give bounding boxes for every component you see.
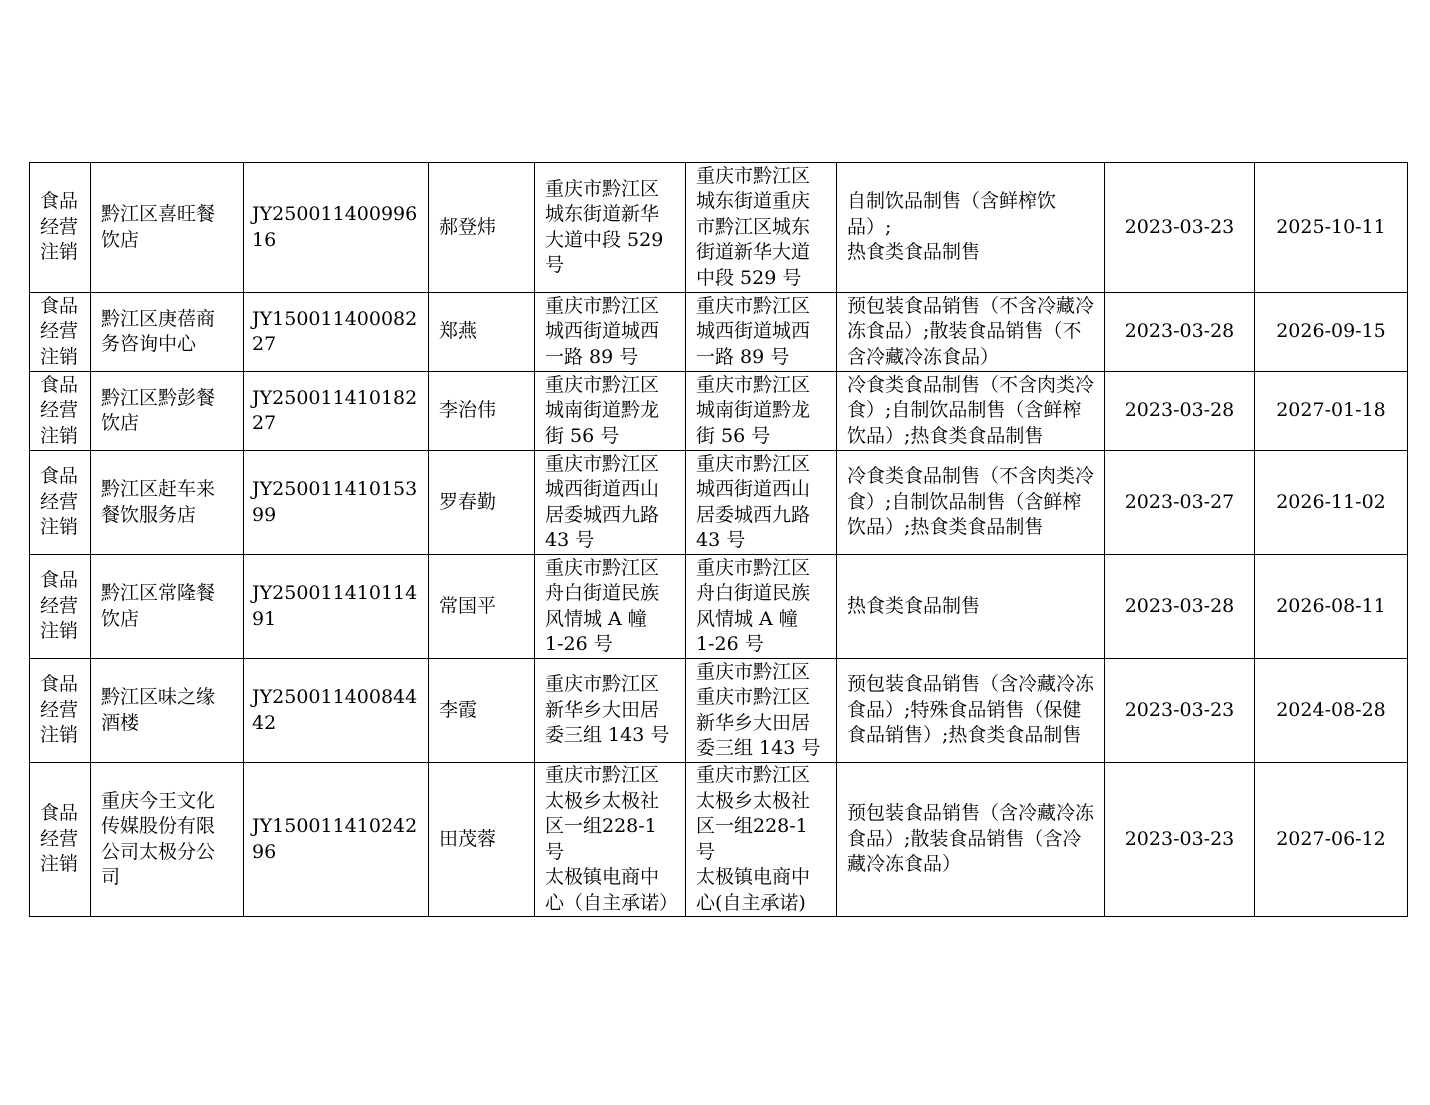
table-row bbox=[30, 451, 1408, 555]
license-number-text: JY25001141011491 bbox=[252, 582, 418, 630]
business-address-text: 重庆市黔江区 太极乡太极社 区一组228-1号 太极镇电商中 心（自主承诺） bbox=[545, 764, 679, 914]
license-number-text: JY25001141018227 bbox=[252, 386, 418, 434]
legal-representative-text: 李治伟 bbox=[439, 399, 497, 422]
expiry-date-cell bbox=[1255, 555, 1408, 659]
business-address-cell bbox=[535, 293, 686, 372]
business-address-text: 重庆市黔江区 舟白街道民族 风情城 A 幢 1-26 号 bbox=[545, 556, 660, 655]
registered-address-cell bbox=[686, 451, 837, 555]
business-scope-cell bbox=[837, 451, 1105, 555]
business-name-cell bbox=[91, 372, 244, 451]
license-number-text: JY15001141024296 bbox=[252, 815, 418, 863]
record-type-cell bbox=[30, 555, 91, 659]
cancellation-date-text: 2023-03-23 bbox=[1124, 215, 1235, 238]
expiry-date-cell bbox=[1255, 763, 1408, 917]
license-number-cell bbox=[244, 763, 429, 917]
record-type-cell bbox=[30, 451, 91, 555]
registered-address-cell bbox=[686, 372, 837, 451]
license-number-cell bbox=[244, 163, 429, 293]
registered-address-cell bbox=[686, 163, 837, 293]
business-address-cell bbox=[535, 555, 686, 659]
license-number-cell bbox=[244, 451, 429, 555]
table-row bbox=[30, 659, 1408, 763]
table-body bbox=[30, 163, 1408, 917]
record-type-cell bbox=[30, 163, 91, 293]
business-address-cell bbox=[535, 659, 686, 763]
business-scope-text: 热食类食品制售 bbox=[847, 594, 981, 617]
expiry-date-text: 2026-11-02 bbox=[1276, 490, 1386, 513]
record-type-cell bbox=[30, 659, 91, 763]
legal-representative-cell bbox=[429, 555, 535, 659]
registered-address-text: 重庆市黔江区 舟白街道民族 风情城 A 幢 1-26 号 bbox=[696, 556, 811, 655]
business-scope-cell bbox=[837, 763, 1105, 917]
business-name-cell bbox=[91, 451, 244, 555]
registered-address-cell bbox=[686, 293, 837, 372]
table-row bbox=[30, 293, 1408, 372]
cancellation-date-text: 2023-03-28 bbox=[1124, 399, 1235, 422]
business-address-text: 重庆市黔江区 城西街道西山 居委城西九路 43 号 bbox=[545, 452, 660, 551]
table-row bbox=[30, 163, 1408, 293]
license-number-cell bbox=[244, 659, 429, 763]
business-address-cell bbox=[535, 763, 686, 917]
license-number-text: JY25001140099616 bbox=[252, 203, 418, 251]
registered-address-cell bbox=[686, 659, 837, 763]
legal-representative-text: 罗春勤 bbox=[439, 490, 497, 513]
business-name-text: 黔江区味之缘 酒楼 bbox=[101, 686, 216, 734]
business-address-cell bbox=[535, 451, 686, 555]
expiry-date-cell bbox=[1255, 659, 1408, 763]
license-number-text: JY25001141015399 bbox=[252, 478, 418, 526]
cancellation-date-text: 2023-03-27 bbox=[1124, 490, 1235, 513]
legal-representative-cell bbox=[429, 372, 535, 451]
table-row bbox=[30, 372, 1408, 451]
record-type-cell bbox=[30, 293, 91, 372]
license-number-cell bbox=[244, 372, 429, 451]
registered-address-text: 重庆市黔江区 城西街道城西 一路 89 号 bbox=[696, 294, 811, 368]
business-address-cell bbox=[535, 163, 686, 293]
business-address-text: 重庆市黔江区 城西街道城西 一路 89 号 bbox=[545, 294, 660, 368]
record-type-cell bbox=[30, 763, 91, 917]
record-type-text: 食品 经营 注销 bbox=[40, 802, 79, 876]
business-scope-cell bbox=[837, 372, 1105, 451]
business-scope-text: 自制饮品制售（含鲜榨饮品）; 热食类食品制售 bbox=[847, 190, 1057, 264]
business-name-text: 黔江区喜旺餐 饮店 bbox=[101, 203, 216, 251]
business-address-cell bbox=[535, 372, 686, 451]
expiry-date-cell bbox=[1255, 293, 1408, 372]
registered-address-text: 重庆市黔江区 重庆市黔江区 新华乡大田居 委三组 143 号 bbox=[696, 660, 821, 759]
legal-representative-cell bbox=[429, 763, 535, 917]
business-scope-text: 预包装食品销售（不含冷藏冷 冻食品）;散装食品销售（不 含冷藏冷冻食品） bbox=[847, 294, 1095, 368]
business-name-text: 黔江区庚蓓商 务咨询中心 bbox=[101, 307, 216, 355]
expiry-date-cell bbox=[1255, 163, 1408, 293]
business-scope-text: 预包装食品销售（含冷藏冷冻 食品）;特殊食品销售（保健 食品销售）;热食类食品制售 bbox=[847, 673, 1095, 747]
cancellation-date-cell bbox=[1105, 451, 1255, 555]
record-type-text: 食品 经营 注销 bbox=[40, 294, 79, 368]
record-type-text: 食品 经营 注销 bbox=[40, 465, 79, 539]
legal-representative-text: 田茂蓉 bbox=[439, 827, 497, 850]
cancellation-date-cell bbox=[1105, 163, 1255, 293]
license-number-text: JY25001140084442 bbox=[252, 686, 418, 734]
license-number-cell bbox=[244, 293, 429, 372]
registered-address-text: 重庆市黔江区 太极乡太极社 区一组228-1号 太极镇电商中 心(自主承诺) bbox=[696, 764, 811, 914]
expiry-date-text: 2027-01-18 bbox=[1276, 399, 1386, 422]
cancellation-date-text: 2023-03-28 bbox=[1124, 594, 1235, 617]
business-name-cell bbox=[91, 163, 244, 293]
table-row bbox=[30, 763, 1408, 917]
legal-representative-cell bbox=[429, 293, 535, 372]
expiry-date-cell bbox=[1255, 451, 1408, 555]
business-name-text: 黔江区黔彭餐 饮店 bbox=[101, 386, 216, 434]
expiry-date-text: 2026-09-15 bbox=[1276, 320, 1386, 343]
business-scope-text: 冷食类食品制售（不含肉类冷 食）;自制饮品制售（含鲜榨 饮品）;热食类食品制售 bbox=[847, 373, 1095, 447]
legal-representative-cell bbox=[429, 163, 535, 293]
cancellation-date-cell bbox=[1105, 555, 1255, 659]
legal-representative-text: 常国平 bbox=[439, 594, 497, 617]
business-name-cell bbox=[91, 763, 244, 917]
business-scope-text: 预包装食品销售（含冷藏冷冻 食品）;散装食品销售（含冷 藏冷冻食品） bbox=[847, 802, 1095, 876]
registered-address-cell bbox=[686, 763, 837, 917]
record-type-text: 食品 经营 注销 bbox=[40, 190, 79, 264]
record-type-text: 食品 经营 注销 bbox=[40, 373, 79, 447]
registered-address-text: 重庆市黔江区 城西街道西山 居委城西九路 43 号 bbox=[696, 452, 811, 551]
record-type-text: 食品 经营 注销 bbox=[40, 673, 79, 747]
legal-representative-text: 李霞 bbox=[439, 698, 478, 721]
business-address-text: 重庆市黔江区 城南街道黔龙 街 56 号 bbox=[545, 373, 660, 447]
expiry-date-text: 2024-08-28 bbox=[1276, 698, 1386, 721]
cancellation-date-cell bbox=[1105, 763, 1255, 917]
table-row bbox=[30, 555, 1408, 659]
legal-representative-cell bbox=[429, 451, 535, 555]
expiry-date-cell bbox=[1255, 372, 1408, 451]
business-scope-cell bbox=[837, 555, 1105, 659]
business-name-text: 黔江区常隆餐 饮店 bbox=[101, 582, 216, 630]
license-number-cell bbox=[244, 555, 429, 659]
cancellation-date-text: 2023-03-23 bbox=[1124, 827, 1235, 850]
business-name-text: 黔江区赶车来 餐饮服务店 bbox=[101, 478, 216, 526]
legal-representative-cell bbox=[429, 659, 535, 763]
expiry-date-text: 2026-08-11 bbox=[1276, 594, 1386, 617]
record-type-cell bbox=[30, 372, 91, 451]
cancellation-date-text: 2023-03-23 bbox=[1124, 698, 1235, 721]
business-scope-cell bbox=[837, 659, 1105, 763]
record-type-text: 食品 经营 注销 bbox=[40, 569, 79, 643]
legal-representative-text: 郑燕 bbox=[439, 320, 478, 343]
cancellation-date-text: 2023-03-28 bbox=[1124, 320, 1235, 343]
expiry-date-text: 2027-06-12 bbox=[1276, 827, 1386, 850]
cancellation-date-cell bbox=[1105, 659, 1255, 763]
license-number-text: JY15001140008227 bbox=[252, 307, 418, 355]
registered-address-text: 重庆市黔江区 城南街道黔龙 街 56 号 bbox=[696, 373, 811, 447]
business-name-cell bbox=[91, 293, 244, 372]
cancellation-date-cell bbox=[1105, 372, 1255, 451]
business-name-text: 重庆今王文化 传媒股份有限 公司太极分公 司 bbox=[101, 789, 216, 888]
business-scope-cell bbox=[837, 293, 1105, 372]
business-name-cell bbox=[91, 659, 244, 763]
license-cancellation-table bbox=[29, 162, 1408, 917]
business-address-text: 重庆市黔江区 城东街道新华 大道中段 529 号 bbox=[545, 177, 664, 276]
business-scope-text: 冷食类食品制售（不含肉类冷 食）;自制饮品制售（含鲜榨 饮品）;热食类食品制售 bbox=[847, 465, 1095, 539]
registered-address-text: 重庆市黔江区 城东街道重庆 市黔江区城东 街道新华大道 中段 529 号 bbox=[696, 164, 811, 289]
business-address-text: 重庆市黔江区 新华乡大田居 委三组 143 号 bbox=[545, 673, 670, 747]
business-name-cell bbox=[91, 555, 244, 659]
legal-representative-text: 郝登炜 bbox=[439, 215, 497, 238]
cancellation-date-cell bbox=[1105, 293, 1255, 372]
business-scope-cell bbox=[837, 163, 1105, 293]
registered-address-cell bbox=[686, 555, 837, 659]
expiry-date-text: 2025-10-11 bbox=[1276, 215, 1386, 238]
